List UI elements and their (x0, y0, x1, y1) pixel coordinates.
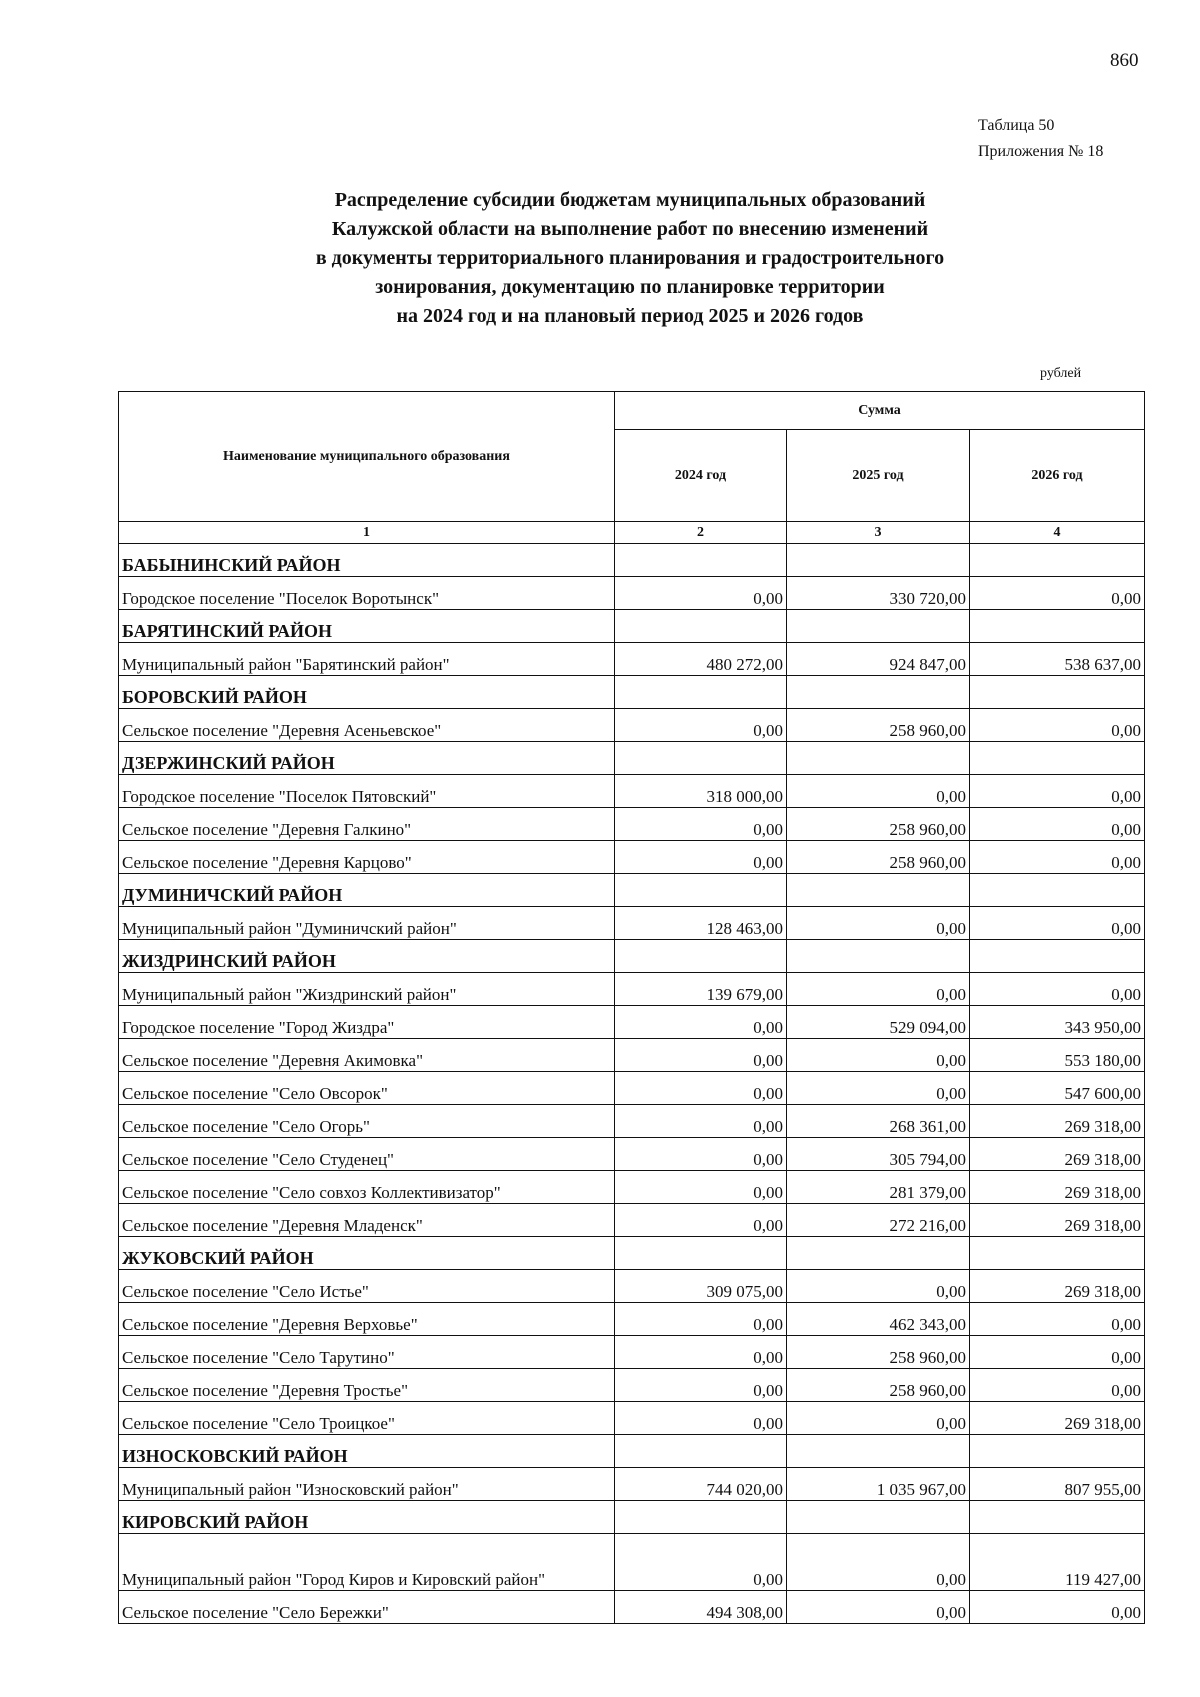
district-name: БАРЯТИНСКИЙ РАЙОН (119, 610, 615, 643)
table-row (119, 1402, 1145, 1435)
value-2024: 0,00 (615, 1204, 787, 1237)
municipality-name: Сельское поселение "Деревня Карцово" (119, 841, 615, 874)
value-2026: 269 318,00 (970, 1402, 1145, 1435)
value-2024: 0,00 (615, 577, 787, 610)
empty-cell (970, 1435, 1145, 1468)
value-2026: 0,00 (970, 1591, 1145, 1624)
empty-cell (787, 676, 970, 709)
value-2024: 318 000,00 (615, 775, 787, 808)
value-2025: 272 216,00 (787, 1204, 970, 1237)
title-line: Распределение субсидии бюджетам муниципальных образований (334, 189, 926, 211)
header-year-2025: 2025 год (787, 430, 970, 522)
value-2026: 547 600,00 (970, 1072, 1145, 1105)
district-row (119, 544, 1145, 577)
empty-cell (787, 610, 970, 643)
municipality-name: Сельское поселение "Село Бережки" (119, 1591, 615, 1624)
table-row (119, 1591, 1145, 1624)
value-2026: 538 637,00 (970, 643, 1145, 676)
table-row (119, 1204, 1145, 1237)
value-2024: 0,00 (615, 1369, 787, 1402)
district-name: БОРОВСКИЙ РАЙОН (119, 676, 615, 709)
district-name: ЖУКОВСКИЙ РАЙОН (119, 1237, 615, 1270)
value-2025: 258 960,00 (787, 1336, 970, 1369)
value-2024: 0,00 (615, 1303, 787, 1336)
district-row (119, 610, 1145, 643)
municipality-name: Городское поселение "Город Жиздра" (119, 1006, 615, 1039)
empty-cell (615, 544, 787, 577)
value-2025: 305 794,00 (787, 1138, 970, 1171)
column-number: 3 (787, 522, 970, 544)
district-row (119, 1237, 1145, 1270)
value-2026: 269 318,00 (970, 1204, 1145, 1237)
table-row (119, 577, 1145, 610)
district-name: ЖИЗДРИНСКИЙ РАЙОН (119, 940, 615, 973)
value-2024: 0,00 (615, 1171, 787, 1204)
table-row (119, 1303, 1145, 1336)
municipality-name: Муниципальный район "Барятинский район" (119, 643, 615, 676)
column-number: 2 (615, 522, 787, 544)
value-2026: 343 950,00 (970, 1006, 1145, 1039)
value-2024: 0,00 (615, 1336, 787, 1369)
value-2025: 0,00 (787, 1072, 970, 1105)
municipality-name: Сельское поселение "Деревня Тростье" (119, 1369, 615, 1402)
title-line: на 2024 год и на плановый период 2025 и 2026 годов (396, 305, 864, 327)
municipality-name: Сельское поселение "Деревня Галкино" (119, 808, 615, 841)
value-2025: 330 720,00 (787, 577, 970, 610)
value-2024: 0,00 (615, 1072, 787, 1105)
empty-cell (615, 874, 787, 907)
value-2025: 268 361,00 (787, 1105, 970, 1138)
municipality-name: Сельское поселение "Село Тарутино" (119, 1336, 615, 1369)
table-row (119, 1270, 1145, 1303)
value-2024: 0,00 (615, 1402, 787, 1435)
value-2025: 0,00 (787, 973, 970, 1006)
district-name: ДЗЕРЖИНСКИЙ РАЙОН (119, 742, 615, 775)
value-2025: 0,00 (787, 1402, 970, 1435)
value-2024: 0,00 (615, 1006, 787, 1039)
empty-cell (970, 544, 1145, 577)
value-2026: 0,00 (970, 1369, 1145, 1402)
value-2026: 0,00 (970, 841, 1145, 874)
district-row (119, 940, 1145, 973)
empty-cell (970, 676, 1145, 709)
value-2024: 0,00 (615, 1039, 787, 1072)
value-2025: 924 847,00 (787, 643, 970, 676)
district-row (119, 874, 1145, 907)
table-row (119, 907, 1145, 940)
value-2025: 258 960,00 (787, 808, 970, 841)
municipality-name: Сельское поселение "Село совхоз Коллективизатор" (119, 1171, 615, 1204)
value-2026: 0,00 (970, 577, 1145, 610)
empty-cell (615, 742, 787, 775)
value-2026: 0,00 (970, 808, 1145, 841)
district-name: БАБЫНИНСКИЙ РАЙОН (119, 544, 615, 577)
value-2026: 269 318,00 (970, 1105, 1145, 1138)
municipality-name: Сельское поселение "Деревня Асеньевское" (119, 709, 615, 742)
value-2024: 744 020,00 (615, 1468, 787, 1501)
municipality-name: Муниципальный район "Думиничский район" (119, 907, 615, 940)
value-2025: 529 094,00 (787, 1006, 970, 1039)
header-sum: Сумма (615, 392, 1145, 430)
value-2026: 807 955,00 (970, 1468, 1145, 1501)
value-2026: 269 318,00 (970, 1171, 1145, 1204)
district-row (119, 676, 1145, 709)
table-row (119, 1039, 1145, 1072)
empty-cell (615, 940, 787, 973)
title-line: Калужской области на выполнение работ по внесению изменений (331, 218, 929, 240)
value-2026: 119 427,00 (970, 1534, 1145, 1591)
empty-cell (787, 544, 970, 577)
municipality-name: Муниципальный район "Город Киров и Кировский район" (119, 1534, 615, 1591)
title-line: зонирования, документацию по планировке территории (375, 276, 885, 298)
value-2026: 0,00 (970, 775, 1145, 808)
empty-cell (970, 1237, 1145, 1270)
empty-cell (787, 1237, 970, 1270)
value-2026: 0,00 (970, 1303, 1145, 1336)
value-2026: 0,00 (970, 907, 1145, 940)
municipality-name: Сельское поселение "Село Овсорок" (119, 1072, 615, 1105)
table-row (119, 1006, 1145, 1039)
table-row (119, 1336, 1145, 1369)
units-label: рублей (1040, 366, 1082, 381)
municipality-name: Сельское поселение "Деревня Верховье" (119, 1303, 615, 1336)
table-row (119, 973, 1145, 1006)
value-2025: 258 960,00 (787, 709, 970, 742)
table-row (119, 841, 1145, 874)
empty-cell (970, 1501, 1145, 1534)
table-row (119, 808, 1145, 841)
table-row (119, 1534, 1145, 1591)
district-row (119, 1501, 1145, 1534)
municipality-name: Сельское поселение "Деревня Младенск" (119, 1204, 615, 1237)
value-2025: 0,00 (787, 1039, 970, 1072)
empty-cell (787, 742, 970, 775)
empty-cell (615, 1501, 787, 1534)
value-2025: 281 379,00 (787, 1171, 970, 1204)
value-2024: 494 308,00 (615, 1591, 787, 1624)
municipality-name: Городское поселение "Поселок Воротынск" (119, 577, 615, 610)
document-title (110, 186, 1150, 331)
municipality-name: Сельское поселение "Село Студенец" (119, 1138, 615, 1171)
empty-cell (970, 742, 1145, 775)
municipality-name: Сельское поселение "Село Истье" (119, 1270, 615, 1303)
empty-cell (787, 1435, 970, 1468)
municipality-name: Сельское поселение "Село Троицкое" (119, 1402, 615, 1435)
value-2024: 0,00 (615, 841, 787, 874)
value-2026: 0,00 (970, 709, 1145, 742)
empty-cell (970, 940, 1145, 973)
header-name-column: Наименование муниципального образования (119, 392, 615, 522)
value-2024: 480 272,00 (615, 643, 787, 676)
empty-cell (970, 874, 1145, 907)
municipality-name: Сельское поселение "Деревня Акимовка" (119, 1039, 615, 1072)
value-2025: 0,00 (787, 775, 970, 808)
table-row (119, 1171, 1145, 1204)
value-2024: 139 679,00 (615, 973, 787, 1006)
empty-cell (615, 1435, 787, 1468)
table-row (119, 1105, 1145, 1138)
value-2026: 0,00 (970, 1336, 1145, 1369)
empty-cell (615, 1237, 787, 1270)
empty-cell (787, 1501, 970, 1534)
value-2024: 0,00 (615, 808, 787, 841)
table-reference (978, 113, 1103, 165)
table-row (119, 709, 1145, 742)
empty-cell (615, 676, 787, 709)
municipality-name: Сельское поселение "Село Огорь" (119, 1105, 615, 1138)
value-2025: 258 960,00 (787, 1369, 970, 1402)
value-2024: 309 075,00 (615, 1270, 787, 1303)
value-2025: 0,00 (787, 907, 970, 940)
header-year-2026: 2026 год (970, 430, 1145, 522)
value-2025: 462 343,00 (787, 1303, 970, 1336)
value-2024: 0,00 (615, 1534, 787, 1591)
subsidy-table (118, 391, 1145, 1624)
table-body (119, 544, 1145, 1624)
title-line: в документы территориального планирования и градостроительного (315, 247, 945, 269)
value-2026: 269 318,00 (970, 1138, 1145, 1171)
value-2025: 258 960,00 (787, 841, 970, 874)
value-2026: 553 180,00 (970, 1039, 1145, 1072)
value-2024: 0,00 (615, 1105, 787, 1138)
empty-cell (615, 610, 787, 643)
table-row (119, 1138, 1145, 1171)
district-name: ДУМИНИЧСКИЙ РАЙОН (119, 874, 615, 907)
value-2026: 0,00 (970, 973, 1145, 1006)
table-reference-line: Таблица 50 (978, 117, 1055, 134)
municipality-name: Муниципальный район "Износковский район" (119, 1468, 615, 1501)
table-row (119, 1072, 1145, 1105)
district-row (119, 1435, 1145, 1468)
value-2025: 0,00 (787, 1534, 970, 1591)
value-2025: 1 035 967,00 (787, 1468, 970, 1501)
district-name: ИЗНОСКОВСКИЙ РАЙОН (119, 1435, 615, 1468)
empty-cell (970, 610, 1145, 643)
municipality-name: Городское поселение "Поселок Пятовский" (119, 775, 615, 808)
municipality-name: Муниципальный район "Жиздринский район" (119, 973, 615, 1006)
header-year-2024: 2024 год (615, 430, 787, 522)
table-row (119, 1468, 1145, 1501)
table-row (119, 1369, 1145, 1402)
district-name: КИРОВСКИЙ РАЙОН (119, 1501, 615, 1534)
column-number: 1 (119, 522, 615, 544)
empty-cell (787, 874, 970, 907)
district-row (119, 742, 1145, 775)
value-2024: 0,00 (615, 709, 787, 742)
table-row (119, 775, 1145, 808)
column-number: 4 (970, 522, 1145, 544)
value-2025: 0,00 (787, 1591, 970, 1624)
value-2024: 0,00 (615, 1138, 787, 1171)
value-2024: 128 463,00 (615, 907, 787, 940)
table-reference-line: Приложения № 18 (978, 143, 1104, 160)
value-2025: 0,00 (787, 1270, 970, 1303)
empty-cell (787, 940, 970, 973)
table-row (119, 643, 1145, 676)
value-2026: 269 318,00 (970, 1270, 1145, 1303)
page-number: 860 (1110, 50, 1139, 71)
